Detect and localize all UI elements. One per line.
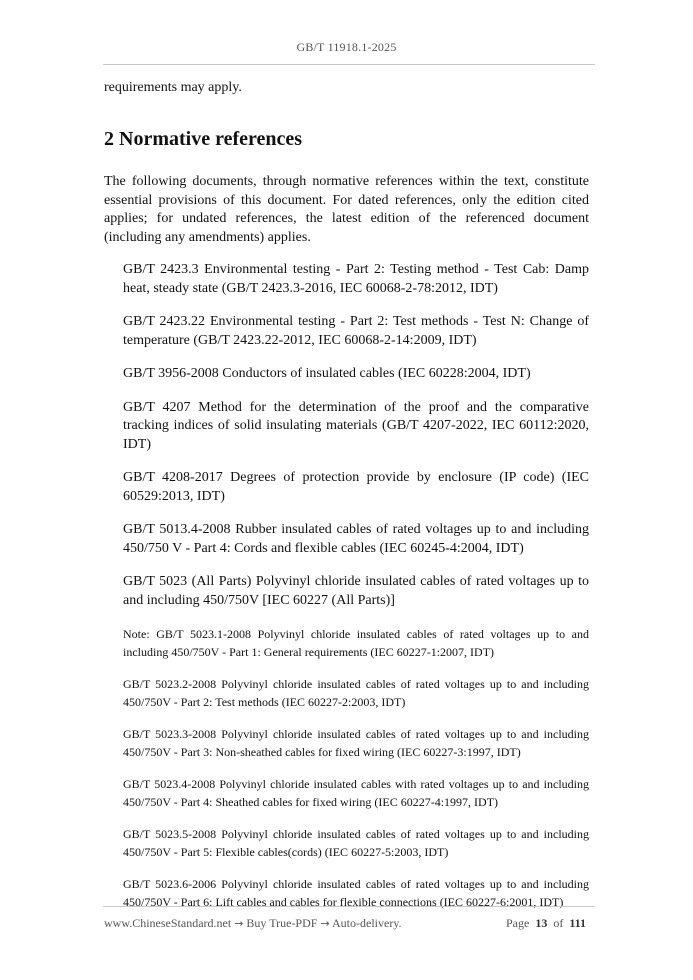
reference-item: GB/T 5023 (All Parts) Polyvinyl chloride insulated cables of rated voltages up to and including 450/750V [IEC 60227 (All Parts)] [123,574,589,608]
reference-list [123,261,589,911]
reference-item: GB/T 4207 Method for the determination of the proof and the comparative tracking indices of solid insulating materials (GB/T 4207-2022, IEC 60112:2020, IDT) [123,399,589,452]
header-divider [103,64,595,65]
current-page-number: 13 [535,916,548,930]
total-pages-number: 111 [569,916,586,930]
reference-item: GB/T 4208-2017 Degrees of protection provide by enclosure (IP code) (IEC 60529:2013, IDT) [123,470,589,504]
footer-divider [103,906,595,907]
intro-paragraph: The following documents, through normative references within the text, constitute essential provisions of this document. For dated references, only the edition cited applies; for undated references, the latest edition of the referenced document (including any amendments) applies. [104,174,589,245]
footer-promo [104,916,402,931]
arrow-right-icon: → [320,917,330,930]
reference-subitem: GB/T 5023.2-2008 Polyvinyl chloride insulated cables of rated voltages up to and including 450/750V - Part 2: Test methods (IEC 60227-2:2003, IDT) [123,677,589,709]
reference-item: GB/T 5013.4-2008 Rubber insulated cables of rated voltages up to and including 450/750 V - Part 4: Cords and flexible cables (IEC 60245-4:2004, IDT) [123,522,589,556]
reference-item: GB/T 2423.3 Environmental testing - Part 2: Testing method - Test Cab: Damp heat, steady state (GB/T 2423.3-2016, IEC 60068-2-78:2012, IDT) [123,262,589,296]
reference-item: GB/T 3956-2008 Conductors of insulated cables (IEC 60228:2004, IDT) [123,366,531,381]
page-content [104,79,589,925]
reference-note: Note: GB/T 5023.1-2008 Polyvinyl chloride insulated cables of rated voltages up to and including 450/750V - Part 1: General requirements (IEC 60227-1:2007, IDT) [123,627,589,659]
site-link[interactable]: www.ChineseStandard.net [104,916,232,930]
reference-subitem: GB/T 5023.6-2006 Polyvinyl chloride insulated cables of rated voltages up to and including 450/750V - Part 6: Lift cables and cables for flexible connections (IEC 60227-6:2001, IDT) [123,877,589,909]
previous-section-tail: requirements may apply. [104,80,242,95]
reference-subitem: GB/T 5023.3-2008 Polyvinyl chloride insulated cables of rated voltages up to and including 450/750V - Part 3: Non-sheathed cables for fixed wiring (IEC 60227-3:1997, IDT) [123,727,589,759]
page-label: Page [505,916,530,930]
page-indicator [506,916,589,931]
reference-item: GB/T 2423.22 Environmental testing - Part 2: Test methods - Test N: Change of temperature (GB/T 2423.22-2012, IEC 60068-2-14:2009, IDT) [123,314,589,348]
section-title: 2 Normative references [104,128,303,150]
arrow-right-icon: → [234,917,244,930]
of-label: of [553,916,564,930]
auto-delivery-text: Auto-delivery. [332,916,402,930]
buy-pdf-text: Buy True-PDF [246,916,318,930]
reference-subitem: GB/T 5023.4-2008 Polyvinyl chloride insulated cables with rated voltages up to and including 450/750V - Part 4: Sheathed cables for fixed wiring (IEC 60227-4:1997, IDT) [123,777,589,809]
running-header: GB/T 11918.1-2025 [296,40,397,54]
reference-subitem: GB/T 5023.5-2008 Polyvinyl chloride insulated cables of rated voltages up to and including 450/750V - Part 5: Flexible cables(cords) (IEC 60227-5:2003, IDT) [123,827,589,859]
